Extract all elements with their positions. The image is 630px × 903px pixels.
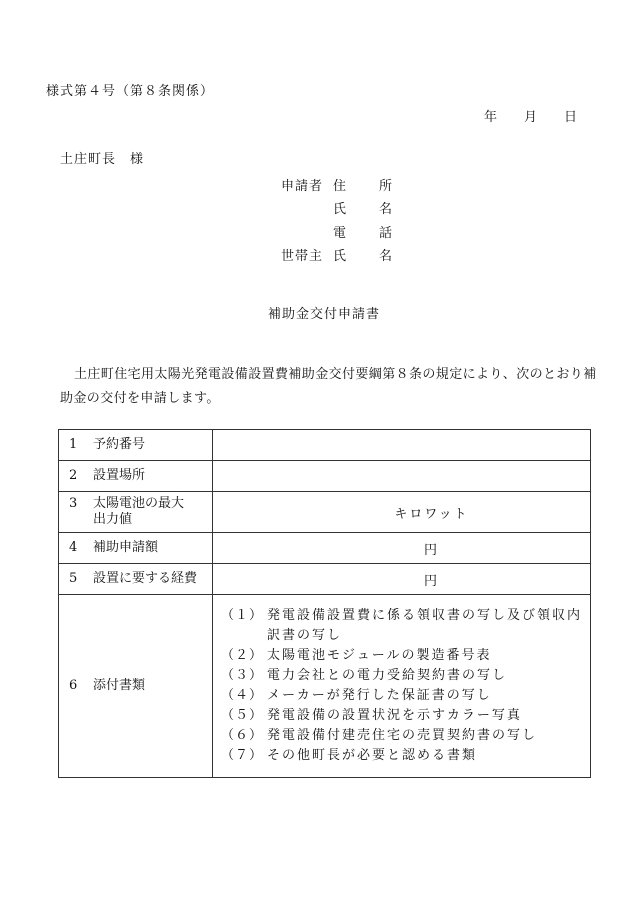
- table-row: [59, 595, 591, 778]
- name-label: 氏 名: [333, 202, 403, 217]
- reservation-number-field[interactable]: [213, 430, 591, 461]
- row-label: 設置場所: [93, 468, 146, 483]
- date-month-label: 月: [524, 110, 538, 125]
- table-row: [59, 492, 591, 533]
- attachments-cell: [213, 595, 591, 778]
- list-item: [221, 746, 590, 766]
- attachment-list: [213, 600, 590, 772]
- row-label: 太陽電池の最大出力値: [93, 496, 185, 527]
- list-item: [221, 726, 590, 746]
- row-label-cell: [59, 564, 213, 595]
- installation-cost-field[interactable]: [213, 564, 591, 595]
- max-output-field[interactable]: [213, 492, 591, 533]
- row-label: 予約番号: [93, 437, 146, 452]
- phone-label: 電 話: [333, 226, 403, 241]
- row-label: 補助申請額: [93, 540, 159, 555]
- list-item-text: 発電設備の設置状況を示すカラー写真: [267, 708, 522, 723]
- document-title: 補助金交付申請書: [268, 307, 381, 322]
- address-label: 住 所: [333, 179, 403, 194]
- table-row: [59, 533, 591, 564]
- table-row: [59, 430, 591, 461]
- row-number: 5: [69, 571, 78, 586]
- list-item-text: 電力会社との電力受給契約書の写し: [267, 668, 508, 683]
- unit-yen: 円: [423, 573, 439, 589]
- date-day-label: 日: [564, 110, 578, 125]
- installation-location-field[interactable]: [213, 461, 591, 492]
- list-item: [221, 706, 590, 726]
- list-item-number: （１）: [221, 608, 264, 623]
- addressee: 土庄町長 様: [60, 152, 145, 167]
- list-item-text: 太陽電池モジュールの製造番号表: [267, 648, 492, 663]
- date-year-label: 年: [484, 110, 498, 125]
- row-label-cell: [59, 461, 213, 492]
- row-label-cell: [59, 492, 213, 533]
- body-text: 土庄町住宅用太陽光発電設備設置費補助金交付要綱第８条の規定により、次のとおり補助金の交付を申請します。: [60, 367, 597, 406]
- list-item-number: （２）: [221, 648, 264, 663]
- table-row: [59, 564, 591, 595]
- list-item-text: 発電設備付建売住宅の売買契約書の写し: [267, 728, 538, 743]
- list-item-text: 発電設備設置費に係る領収書の写し及び領収内訳書の写し: [267, 608, 583, 643]
- row-number: 3: [69, 496, 78, 511]
- row-label-cell: [59, 595, 213, 778]
- table-row: [59, 461, 591, 492]
- list-item: [221, 666, 590, 686]
- list-item-number: （６）: [221, 728, 264, 743]
- list-item-text: メーカーが発行した保証書の写し: [267, 688, 492, 703]
- row-label-cell: [59, 430, 213, 461]
- list-item-number: （５）: [221, 708, 264, 723]
- list-item: [221, 686, 590, 706]
- row-number: 1: [69, 437, 78, 452]
- list-item-number: （４）: [221, 688, 264, 703]
- application-table: [58, 429, 591, 778]
- row-number: 2: [69, 468, 78, 483]
- form-number: 様式第４号（第８条関係）: [46, 84, 215, 99]
- unit-kilowatt: キロワット: [394, 506, 469, 522]
- list-item: [221, 646, 590, 666]
- row-label: 添付書類: [93, 678, 146, 693]
- row-number: 4: [69, 540, 78, 555]
- household-name-label: 氏 名: [333, 249, 403, 264]
- subsidy-amount-field[interactable]: [213, 533, 591, 564]
- row-label-cell: [59, 533, 213, 564]
- list-item: [221, 606, 590, 646]
- applicant-label: 申請者: [281, 179, 324, 194]
- row-label: 設置に要する経費: [93, 571, 198, 586]
- row-number: 6: [69, 678, 78, 693]
- list-item-number: （３）: [221, 668, 264, 683]
- list-item-text: その他町長が必要と認める書類: [267, 748, 478, 763]
- household-head-label: 世帯主: [281, 249, 324, 264]
- unit-yen: 円: [423, 542, 439, 558]
- list-item-number: （７）: [221, 748, 264, 763]
